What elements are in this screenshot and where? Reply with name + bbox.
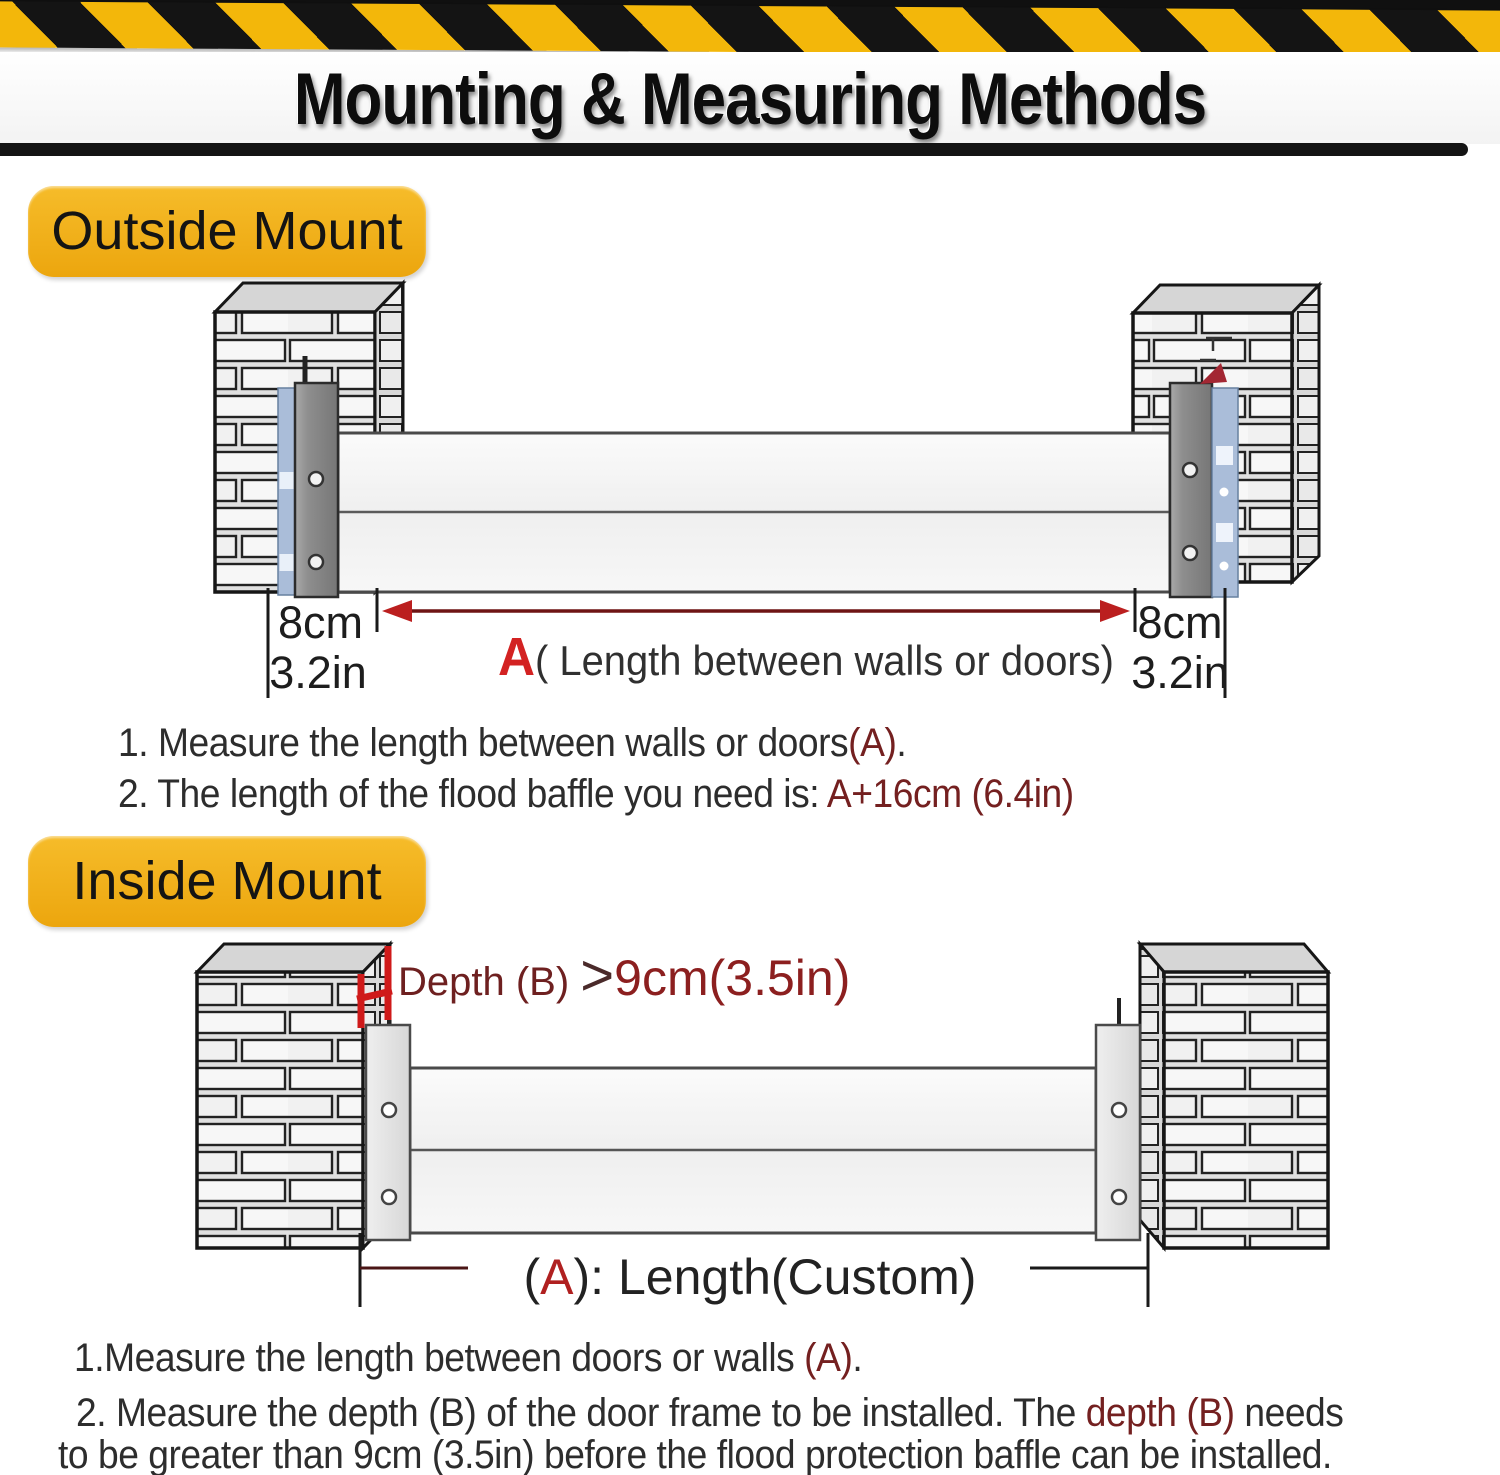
dim-right-cm: 8cm xyxy=(1137,597,1223,648)
outside-step-2 xyxy=(118,772,1074,817)
left-channel-bracket xyxy=(366,998,410,1240)
outside-step-1-text: 1. Measure the length between walls or doors xyxy=(118,721,849,765)
outside-step-2-highlight: A+16cm (6.4in) xyxy=(826,772,1074,816)
dim-a-text: ( Length between walls or doors) xyxy=(535,637,1114,684)
inside-step-2 xyxy=(76,1391,1343,1436)
dim-a-letter: A xyxy=(498,627,536,687)
flood-baffle xyxy=(410,1068,1096,1233)
inside-step-1-period: . xyxy=(852,1336,863,1380)
outside-step-2-text: 2. The length of the flood baffle you need is: xyxy=(118,772,827,816)
outside-mount-label: Outside Mount xyxy=(28,186,426,277)
arrow-head-right-icon xyxy=(1100,600,1130,622)
depth-note xyxy=(398,942,850,1009)
dim2-prefix: ( xyxy=(523,1249,541,1305)
arrow-head-left-icon xyxy=(382,600,412,622)
inside-step-2-line2: to be greater than 9cm (3.5in) before the flood protection baffle can be installed. xyxy=(58,1433,1332,1475)
inside-mount-label: Inside Mount xyxy=(28,836,426,927)
dim-left-cm: 8cm xyxy=(277,597,363,648)
dim-right-in: 3.2in xyxy=(1131,647,1229,698)
greater-than-sign: > xyxy=(580,943,615,1008)
dim2-a-letter: A xyxy=(540,1249,574,1305)
outside-step-1 xyxy=(118,721,906,766)
depth-label: Depth (B) xyxy=(398,960,581,1004)
page-title: Mounting & Measuring Methods xyxy=(293,59,1207,141)
inside-step-1-text: 1.Measure the length between doors or walls xyxy=(74,1336,805,1380)
outside-step-1-period: . xyxy=(896,721,907,765)
right-channel-bracket xyxy=(1096,998,1140,1240)
right-channel-bracket xyxy=(1170,363,1238,597)
inside-step-1-highlight: (A) xyxy=(804,1336,853,1380)
left-channel-bracket xyxy=(278,356,338,597)
inside-step-2-highlight: depth (B) xyxy=(1085,1391,1235,1435)
inside-step-1 xyxy=(74,1336,862,1381)
right-pillar xyxy=(1140,944,1328,1248)
depth-value: 9cm(3.5in) xyxy=(614,950,851,1006)
outside-step-1-highlight: (A) xyxy=(848,721,897,765)
dim-a-label xyxy=(498,626,1114,688)
flood-baffle xyxy=(338,433,1170,592)
dim-left-in: 3.2in xyxy=(269,647,367,698)
inside-dimension-label xyxy=(0,1248,1500,1306)
dim2-suffix: ): Length(Custom) xyxy=(573,1249,977,1305)
inside-step-2-text: 2. Measure the depth (B) of the door frame to be installed. The xyxy=(76,1391,1086,1435)
inside-step-2-needs: needs xyxy=(1234,1391,1344,1435)
